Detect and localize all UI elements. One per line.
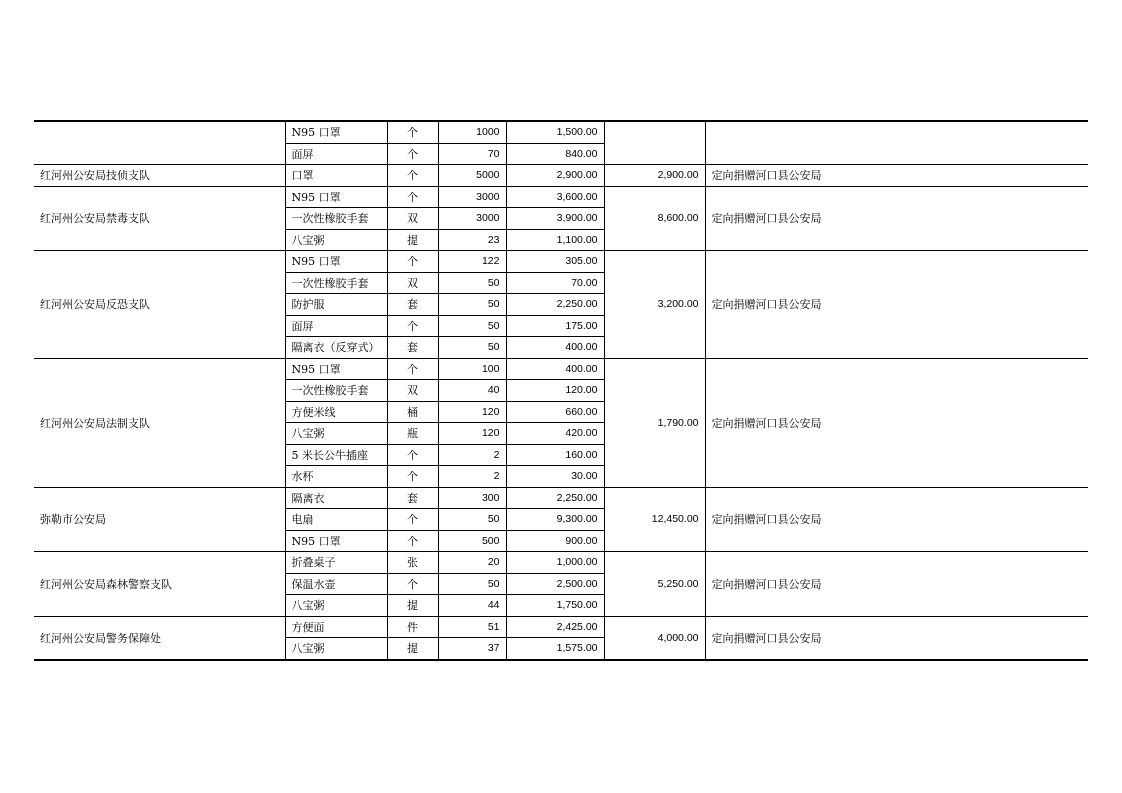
item-unit-cell: 个 [387,466,438,488]
item-qty-cell: 1000 [438,121,506,143]
group-total-cell: 2,900.00 [604,165,705,187]
item-amount-cell: 3,900.00 [506,208,604,230]
item-qty-cell: 50 [438,509,506,531]
item-qty-cell: 120 [438,423,506,445]
table-row [34,186,1088,208]
item-name-cell: 口罩 [285,165,387,187]
item-qty-cell: 51 [438,616,506,638]
item-unit-cell: 个 [387,444,438,466]
note-cell: 定向捐赠河口县公安局 [705,186,1088,251]
donor-unit-cell [34,121,285,165]
item-name-cell: 一次性橡胶手套 [285,208,387,230]
item-name-cell: N95 口罩 [285,186,387,208]
item-unit-cell: 件 [387,616,438,638]
item-name-cell: 隔离衣（反穿式） [285,337,387,359]
donation-table [34,120,1088,661]
item-amount-cell: 2,900.00 [506,165,604,187]
donor-unit-cell: 弥勒市公安局 [34,487,285,552]
item-unit-cell: 桶 [387,401,438,423]
item-amount-cell: 1,575.00 [506,638,604,660]
item-name-cell: N95 口罩 [285,121,387,143]
item-amount-cell: 9,300.00 [506,509,604,531]
item-qty-cell: 50 [438,272,506,294]
item-unit-cell: 双 [387,380,438,402]
item-unit-cell: 个 [387,186,438,208]
item-qty-cell: 2 [438,444,506,466]
item-name-cell: 八宝粥 [285,595,387,617]
item-unit-cell: 个 [387,143,438,165]
item-amount-cell: 1,500.00 [506,121,604,143]
item-qty-cell: 3000 [438,208,506,230]
item-name-cell: 方便米线 [285,401,387,423]
item-qty-cell: 37 [438,638,506,660]
item-qty-cell: 100 [438,358,506,380]
item-amount-cell: 420.00 [506,423,604,445]
note-cell: 定向捐赠河口县公安局 [705,251,1088,359]
item-name-cell: 水杯 [285,466,387,488]
table-row [34,121,1088,143]
item-qty-cell: 40 [438,380,506,402]
item-amount-cell: 120.00 [506,380,604,402]
note-cell: 定向捐赠河口县公安局 [705,616,1088,660]
table-row [34,616,1088,638]
donor-unit-cell: 红河州公安局法制支队 [34,358,285,487]
item-unit-cell: 个 [387,121,438,143]
item-qty-cell: 5000 [438,165,506,187]
item-unit-cell: 个 [387,573,438,595]
donor-unit-cell: 红河州公安局警务保障处 [34,616,285,660]
note-cell: 定向捐赠河口县公安局 [705,487,1088,552]
item-amount-cell: 1,750.00 [506,595,604,617]
item-amount-cell: 900.00 [506,530,604,552]
table-row [34,251,1088,273]
note-cell: 定向捐赠河口县公安局 [705,165,1088,187]
table-row [34,487,1088,509]
item-qty-cell: 70 [438,143,506,165]
item-unit-cell: 套 [387,487,438,509]
item-amount-cell: 2,500.00 [506,573,604,595]
item-name-cell: 防护服 [285,294,387,316]
item-name-cell: 5 米长公牛插座 [285,444,387,466]
item-unit-cell: 提 [387,229,438,251]
item-amount-cell: 660.00 [506,401,604,423]
item-unit-cell: 双 [387,272,438,294]
group-total-cell: 4,000.00 [604,616,705,660]
group-total-cell: 12,450.00 [604,487,705,552]
donation-table-body [34,121,1088,660]
item-qty-cell: 300 [438,487,506,509]
item-qty-cell: 50 [438,573,506,595]
item-unit-cell: 双 [387,208,438,230]
group-total-cell: 3,200.00 [604,251,705,359]
note-cell: 定向捐赠河口县公安局 [705,552,1088,617]
item-name-cell: 面屏 [285,315,387,337]
item-amount-cell: 70.00 [506,272,604,294]
item-name-cell: 面屏 [285,143,387,165]
donor-unit-cell: 红河州公安局技侦支队 [34,165,285,187]
item-unit-cell: 提 [387,595,438,617]
table-row [34,358,1088,380]
item-qty-cell: 2 [438,466,506,488]
note-cell: 定向捐赠河口县公安局 [705,358,1088,487]
item-unit-cell: 个 [387,530,438,552]
item-name-cell: 一次性橡胶手套 [285,380,387,402]
item-amount-cell: 175.00 [506,315,604,337]
donor-unit-cell: 红河州公安局禁毒支队 [34,186,285,251]
item-name-cell: N95 口罩 [285,358,387,380]
item-amount-cell: 2,250.00 [506,294,604,316]
item-qty-cell: 20 [438,552,506,574]
item-amount-cell: 400.00 [506,358,604,380]
item-name-cell: N95 口罩 [285,251,387,273]
item-amount-cell: 1,100.00 [506,229,604,251]
item-amount-cell: 305.00 [506,251,604,273]
note-cell [705,121,1088,165]
item-amount-cell: 3,600.00 [506,186,604,208]
donor-unit-cell: 红河州公安局反恐支队 [34,251,285,359]
item-amount-cell: 1,000.00 [506,552,604,574]
item-unit-cell: 个 [387,251,438,273]
item-name-cell: N95 口罩 [285,530,387,552]
item-unit-cell: 套 [387,294,438,316]
item-name-cell: 保温水壶 [285,573,387,595]
item-amount-cell: 840.00 [506,143,604,165]
item-unit-cell: 瓶 [387,423,438,445]
item-amount-cell: 2,250.00 [506,487,604,509]
item-name-cell: 一次性橡胶手套 [285,272,387,294]
group-total-cell: 1,790.00 [604,358,705,487]
group-total-cell: 8,600.00 [604,186,705,251]
donor-unit-cell: 红河州公安局森林警察支队 [34,552,285,617]
item-name-cell: 八宝粥 [285,229,387,251]
item-name-cell: 折叠桌子 [285,552,387,574]
group-total-cell [604,121,705,165]
item-unit-cell: 个 [387,358,438,380]
item-name-cell: 方便面 [285,616,387,638]
item-amount-cell: 30.00 [506,466,604,488]
group-total-cell: 5,250.00 [604,552,705,617]
item-qty-cell: 122 [438,251,506,273]
item-amount-cell: 400.00 [506,337,604,359]
item-unit-cell: 提 [387,638,438,660]
item-name-cell: 八宝粥 [285,423,387,445]
item-qty-cell: 50 [438,315,506,337]
item-unit-cell: 个 [387,165,438,187]
item-unit-cell: 张 [387,552,438,574]
item-qty-cell: 44 [438,595,506,617]
item-qty-cell: 3000 [438,186,506,208]
table-row [34,165,1088,187]
table-row [34,552,1088,574]
item-qty-cell: 23 [438,229,506,251]
item-unit-cell: 套 [387,337,438,359]
item-name-cell: 八宝粥 [285,638,387,660]
item-qty-cell: 500 [438,530,506,552]
item-qty-cell: 50 [438,294,506,316]
item-name-cell: 隔离衣 [285,487,387,509]
item-unit-cell: 个 [387,315,438,337]
item-name-cell: 电扇 [285,509,387,531]
item-qty-cell: 50 [438,337,506,359]
item-amount-cell: 160.00 [506,444,604,466]
donation-table-container [34,120,1088,661]
item-qty-cell: 120 [438,401,506,423]
item-amount-cell: 2,425.00 [506,616,604,638]
item-unit-cell: 个 [387,509,438,531]
